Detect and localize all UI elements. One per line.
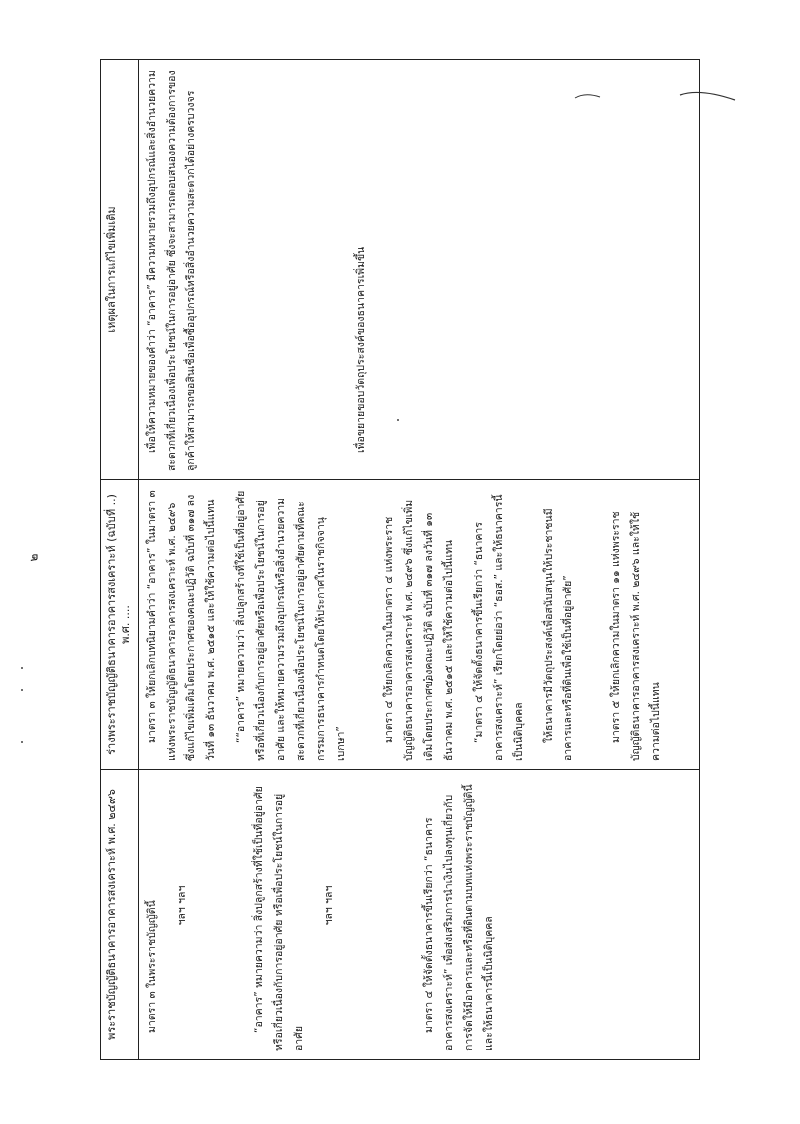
current-law-column <box>138 770 699 1060</box>
comparison-table <box>100 59 700 1060</box>
draft-section5-repeal: มาตรา ๕ ให้ยกเลิกความในมาตรา ๑๑ แห่งพระราชบัญญัติธนาคารอาคารสงเคราะห์ พ.ศ. ๒๔๙๖ และให้ใช้ความต่อไปนี้แทน <box>610 511 663 761</box>
draft-law-column <box>138 480 699 770</box>
reasons-column <box>138 60 699 480</box>
current-section4: มาตรา ๔ ให้จัดตั้งธนาคารขึ้นเรียกว่า “ธนาคารอาคารสงเคราะห์” เพื่อส่งเสริมการนำเงินไปลงทุนเกี่ยวกับการจัดให้มีอาคารและหรือที่ดินตามบทแห่งพระราชบัญญัตินี้ และให้ธนาคารนี้เป็นนิติบุคคล <box>423 784 496 1051</box>
draft-section4-new: “มาตรา ๔ ให้จัดตั้งธนาคารขึ้นเรียกว่า “ธนาคารอาคารสงเคราะห์” เรียกโดยย่อว่า “ธอส.” และให้ธนาคารนี้เป็นนิติบุคคล <box>472 494 525 761</box>
draft-section4-objective: ให้ธนาคารมีวัตถุประสงค์เพื่อสนับสนุนให้ประชาชนมีอาคารและหรือที่ดินเพื่อใช้เป็นที่อยู่อาศัย” <box>542 508 575 761</box>
current-building-definition: “อาคาร” หมายความว่า สิ่งปลูกสร้างที่ใช้เป็นที่อยู่อาศัยหรือเกี่ยวเนื่องกับการอยู่อาศัย หรือเพื่อประโยชน์ในการอยู่อาศัย <box>253 786 306 1051</box>
reason-building-definition: เพื่อให้ความหมายของคำว่า “อาคาร” มีความหมายรวมถึงอุปกรณ์และสิ่งอำนวยความสะดวกที่เกี่ยวเนื่องเพื่อประโยชน์ในการอยู่อาศัย ซึ่งจะสามารถตอบสนองความต้องการของลูกค้าให้สามารถขอสินเชื่อเพื่อซื้ออุปกรณ์หรือสิ่งอำนวยความสะดวกได้อย่างครบวงจร <box>145 70 198 471</box>
page-number: ๒ <box>26 553 41 562</box>
current-building-ellipsis: ฯลฯ ฯลฯ <box>323 885 336 926</box>
header-current-law: พระราชบัญญัติธนาคารอาคารสงเคราะห์ พ.ศ. ๒๔๙๖ <box>101 770 139 1060</box>
draft-section3-repeal: มาตรา ๓ ให้ยกเลิกบทนิยามคำว่า “อาคาร” ในมาตรา ๓ แห่งพระราชบัญญัติธนาคารอาคารสงเคราะห์ พ.ศ. ๒๔๙๖ ซึ่งแก้ไขเพิ่มเติมโดยประกาศของคณะปฏิวัติ ฉบับที่ ๓๑๗ ลงวันที่ ๑๓ ธันวาคม พ.ศ. ๒๕๑๕ และให้ใช้ความต่อไปนี้แทน <box>145 490 218 761</box>
draft-building-definition: ““อาคาร” หมายความว่า สิ่งปลูกสร้างที่ใช้เป็นที่อยู่อาศัยหรือที่เกี่ยวเนื่องกับการอยู่อาศัยหรือเพื่อประโยชน์ในการอยู่อาศัย และให้หมายความรวมถึงอุปกรณ์หรือสิ่งอำนวยความสะดวกที่เกี่ยวเนื่องเพื่อประโยชน์ในการอยู่อาศัยตามที่คณะกรรมการธนาคารกำหนดโดยให้ประกาศในราชกิจจานุเบกษา” <box>235 490 348 761</box>
reason-bank-objective: เพื่อขยายขอบวัตถุประสงค์ของธนาคารเพิ่มขึ้น <box>355 246 368 453</box>
draft-section4-repeal: มาตรา ๔ ให้ยกเลิกความในมาตรา ๔ แห่งพระราชบัญญัติธนาคารอาคารสงเคราะห์ พ.ศ. ๒๔๙๖ ซึ่งแก้ไขเพิ่มเติมโดยประกาศของคณะปฏิวัติ ฉบับที่ ๓๑๗ ลงวันที่ ๑๓ ธันวาคม พ.ศ. ๒๕๑๕ และให้ใช้ความต่อไปนี้แทน <box>382 499 455 761</box>
header-draft-law: ร่างพระราชบัญญัติธนาคารอาคารสงเคราะห์ (ฉบับที่ ..) พ.ศ. .... <box>101 480 139 770</box>
comparison-table-container <box>100 60 700 1060</box>
current-section3-title: มาตรา ๓ ในพระราชบัญญัตินี้ <box>145 900 158 1033</box>
header-reasons: เหตุผลในการแก้ไขเพิ่มเติม <box>101 60 139 480</box>
current-section3-ellipsis: ฯลฯ ฯลฯ <box>175 885 188 926</box>
